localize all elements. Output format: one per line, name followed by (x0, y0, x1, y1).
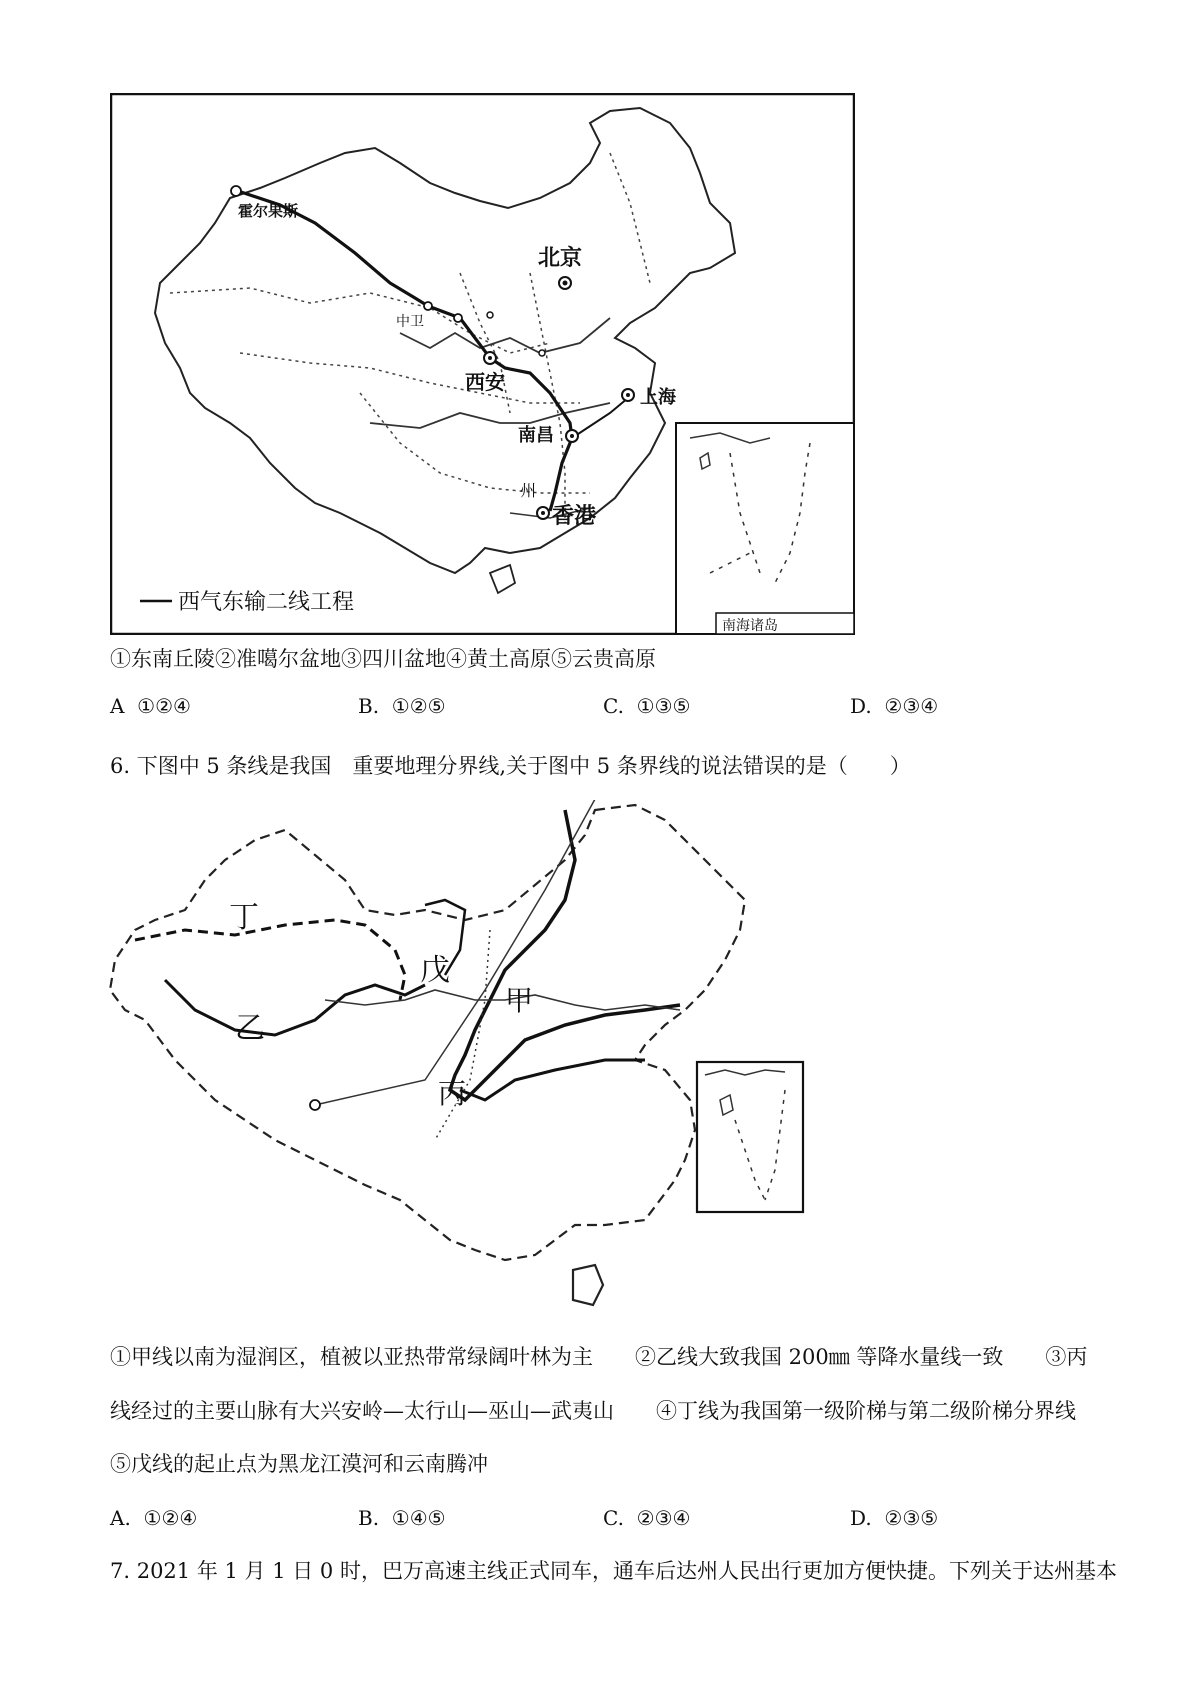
label-bing: 丙 (438, 1077, 467, 1110)
q5-option-c: C. ①③⑤ (603, 694, 691, 718)
q6-option-c: C. ②③④ (603, 1506, 691, 1530)
label-guangzhou: 州 (520, 481, 537, 500)
q6-stem: 6. 下图中 5 条线是我国 重要地理分界线,关于图中 5 条界线的说法错误的是（ ） (110, 754, 911, 778)
label-hongkong: 香港 (552, 504, 597, 529)
pipeline-map (110, 93, 855, 635)
label-shanghai: 上海 (640, 387, 676, 408)
q6-option-b: B. ①④⑤ (358, 1506, 446, 1530)
label-wu: 戊 (420, 953, 450, 988)
line-yi (165, 980, 425, 1035)
label-beijing: 北京 (538, 246, 583, 271)
q6-option-d: D. ②③⑤ (850, 1506, 939, 1530)
china-outline-dashed (110, 805, 745, 1260)
line-jia (325, 990, 680, 1010)
label-yi: 乙 (235, 1011, 265, 1046)
legend-label: 西气东输二线工程 (178, 590, 355, 615)
label-xian: 西安 (465, 370, 505, 394)
south-china-sea-inset (676, 423, 854, 634)
q6-statement-line-2: 线经过的主要山脉有大兴安岭—太行山—巫山—武夷山 ④丁线为我国第一级阶梯与第二级阶梯分界线 (110, 1399, 1076, 1423)
q5-option-b: B. ①②⑤ (358, 694, 446, 718)
q6-statement-line-3: ⑤戊线的起止点为黑龙江漠河和云南腾冲 (110, 1452, 488, 1476)
label-jia: 甲 (505, 984, 534, 1017)
label-nanchang: 南昌 (518, 425, 554, 446)
south-china-sea-inset-2 (697, 1062, 803, 1212)
q5-statements: ①东南丘陵②准噶尔盆地③四川盆地④黄土高原⑤云贵高原 (110, 647, 656, 671)
boundary-lines-map (105, 800, 825, 1325)
q6-statement-line-1: ①甲线以南为湿润区，植被以亚热带常绿阔叶林为主 ②乙线大致我国 200㎜ 等降水量线一致 ③丙 (110, 1345, 1088, 1369)
label-horgos: 霍尔果斯 (238, 202, 299, 220)
q7-stem: 7. 2021 年 1 月 1 日 0 时，巴万高速主线正式同车，通车后达州人民出行更加方便快捷。下列关于达州基本 (110, 1559, 1117, 1583)
label-zhongwei: 中卫 (396, 314, 424, 330)
q5-option-d: D. ②③④ (850, 694, 939, 718)
q5-option-a: A ①②④ (110, 694, 191, 718)
label-ding: 丁 (229, 900, 259, 935)
inset-label: 南海诸岛 (722, 618, 778, 634)
q6-option-a: A. ①②④ (110, 1506, 198, 1530)
